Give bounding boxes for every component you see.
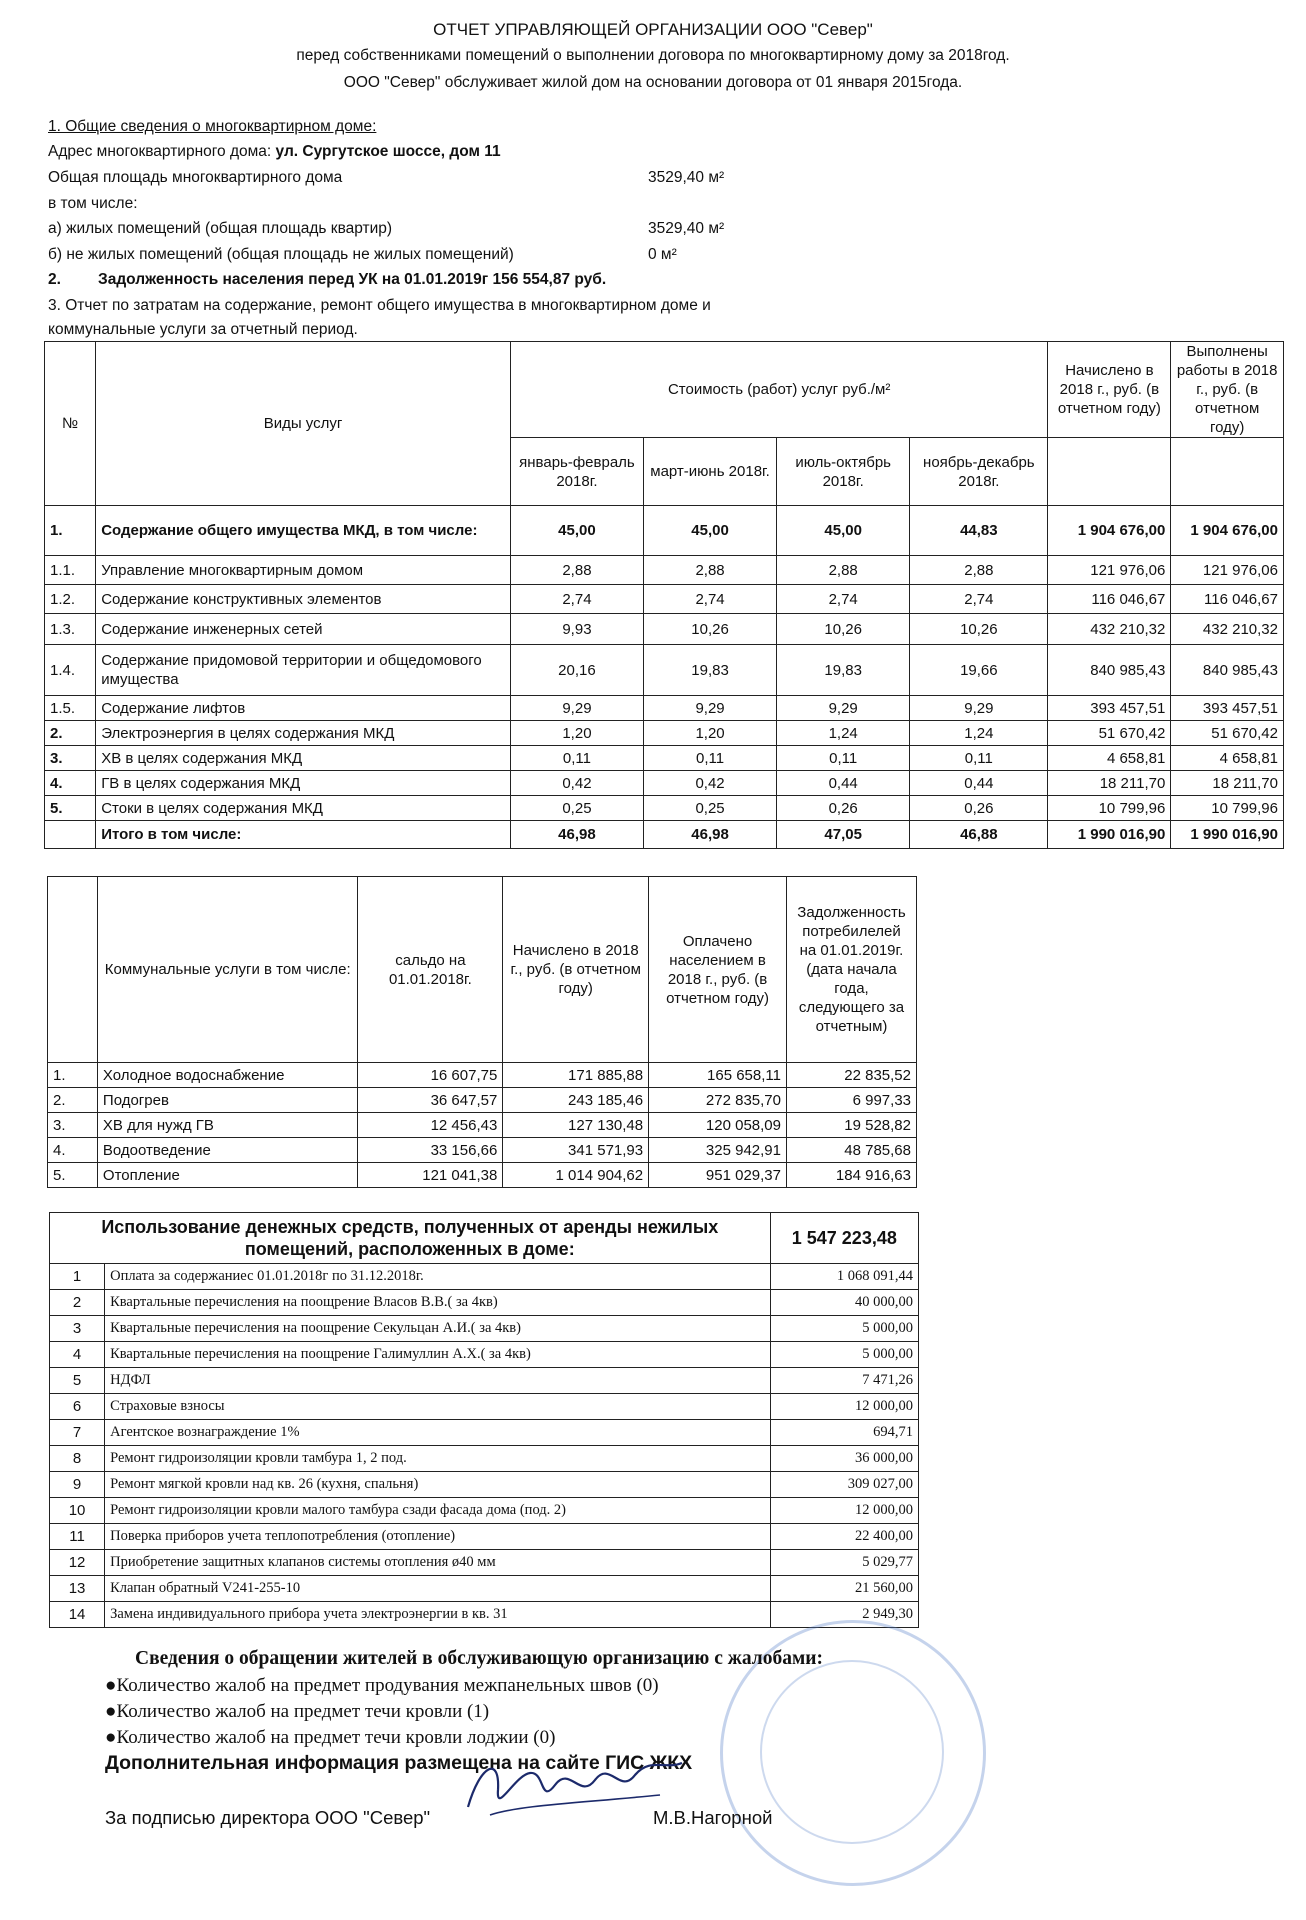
header-service: Виды услуг [96,342,511,506]
header-cost: Стоимость (работ) услуг руб./м² [510,342,1048,438]
header-paid: Оплачено населением в 2018 г., руб. (в отчетном году) [649,877,787,1063]
table-row: 9 Ремонт мягкой кровли над кв. 26 (кухня, спальня) 309 027,00 [50,1472,919,1498]
table-row: 4 Квартальные перечисления на поощрение Галимуллин А.Х.( за 4кв) 5 000,00 [50,1342,919,1368]
table-row: 2. Электроэнергия в целях содержания МКД 1,20 1,20 1,24 1,24 51 670,42 51 670,42 [45,721,1284,746]
header-saldo: сальдо на 01.01.2018г. [358,877,503,1063]
table-row: 2. Подогрев 36 647,57 243 185,46 272 835,70 6 997,33 [48,1088,917,1113]
rent-usage-title: Использование денежных средств, полученных от аренды нежилых помещений, расположенных в доме: [50,1213,771,1264]
table-row: 4. Водоотведение 33 156,66 341 571,93 325 942,91 48 785,68 [48,1138,917,1163]
section-3-title: 3. Отчет по затратам на содержание, ремонт общего имущества в многоквартирном доме и [48,297,711,314]
section-3-title-cont: коммунальные услуги за отчетный период. [48,321,358,338]
table-row: 1. Содержание общего имущества МКД, в том числе: 45,00 45,00 45,00 44,83 1 904 676,00 1 904 676,00 [45,506,1284,556]
complaint-item: ●Количество жалоб на предмет течи кровли лоджии (0) [105,1727,556,1748]
complaint-item: ●Количество жалоб на предмет течи кровли (1) [105,1701,490,1722]
header-charged: Начислено в 2018 г., руб. (в отчетном году) [1048,342,1171,438]
signature-label: За подписью директора ООО "Север" [105,1807,431,1828]
header-utility-charged: Начислено в 2018 г., руб. (в отчетном году) [503,877,649,1063]
rent-usage-table [49,1212,919,1628]
table-row: 11 Поверка приборов учета теплопотребления (отопление) 22 400,00 [50,1524,919,1550]
header-period-1: январь-февраль 2018г. [510,438,643,506]
table-row: 1.4. Содержание придомовой территории и общедомового имущества 20,16 19,83 19,83 19,66 840 985,43 840 985,43 [45,645,1284,696]
total-row: Итого в том числе: 46,98 46,98 47,05 46,88 1 990 016,90 1 990 016,90 [45,821,1284,849]
including-label: в том числе: [48,195,138,212]
table-row: 3. ХВ для нужд ГВ 12 456,43 127 130,48 120 058,09 19 528,82 [48,1113,917,1138]
complaint-item: ●Количество жалоб на предмет продувания межпанельных швов (0) [105,1675,659,1696]
header-debt: Задолженность потребилелей на 01.01.2019г. (дата начала года, следующего за отчетным) [786,877,916,1063]
nonliving-area-label: б) не жилых помещений (общая площадь не жилых помещений) [48,246,514,263]
additional-info: Дополнительная информация размещена на сайте ГИС ЖКХ [105,1752,693,1774]
header-period-2: март-июнь 2018г. [644,438,777,506]
table-row: 8 Ремонт гидроизоляции кровли тамбура 1, 2 под. 36 000,00 [50,1446,919,1472]
table-row: 3 Квартальные перечисления на поощрение Секульцан А.И.( за 4кв) 5 000,00 [50,1316,919,1342]
debt-line: Задолженность населения перед УК на 01.01.2019г 156 554,87 руб. [98,271,607,288]
debt-number: 2. [48,271,61,288]
rent-usage-total: 1 547 223,48 [770,1213,918,1264]
table-row: 1.3. Содержание инженерных сетей 9,93 10,26 10,26 10,26 432 210,32 432 210,32 [45,614,1284,645]
table-row: 5. Стоки в целях содержания МКД 0,25 0,25 0,26 0,26 10 799,96 10 799,96 [45,796,1284,821]
header-done: Выполнены работы в 2018 г., руб. (в отчетном году) [1171,342,1284,438]
section-1-title: 1. Общие сведения о многоквартирном доме: [48,118,377,135]
table-row: 4. ГВ в целях содержания МКД 0,42 0,42 0,44 0,44 18 211,70 18 211,70 [45,771,1284,796]
table-row: 1.2. Содержание конструктивных элементов 2,74 2,74 2,74 2,74 116 046,67 116 046,67 [45,585,1284,614]
director-name: М.В.Нагорной [653,1807,773,1828]
report-title: ОТЧЕТ УПРАВЛЯЮЩЕЙ ОРГАНИЗАЦИИ ООО "Север" [433,20,873,39]
table-row: 5 НДФЛ 7 471,26 [50,1368,919,1394]
utilities-table [47,876,917,1188]
table-row: 10 Ремонт гидроизоляции кровли малого тамбура сзади фасада дома (под. 2) 12 000,00 [50,1498,919,1524]
total-area-label: Общая площадь многоквартирного дома [48,169,343,186]
living-area-value: 3529,40 м² [648,220,725,237]
header-period-4: ноябрь-декабрь 2018г. [910,438,1048,506]
header-period-3: июль-октябрь 2018г. [777,438,910,506]
address-line: Адрес многоквартирного дома: ул. Сургутское шоссе, дом 11 [48,143,501,160]
living-area-label: а) жилых помещений (общая площадь квартир) [48,220,393,237]
header-number: № [45,342,96,506]
report-contract: ООО "Север" обслуживает жилой дом на основании договора от 01 января 2015года. [343,74,963,91]
table-row: 14 Замена индивидуального прибора учета электроэнергии в кв. 31 2 949,30 [50,1602,919,1628]
table-row: 1 Оплата за содержаниес 01.01.2018г по 31.12.2018г. 1 068 091,44 [50,1264,919,1290]
table-row: 1.1. Управление многоквартирным домом 2,88 2,88 2,88 2,88 121 976,06 121 976,06 [45,556,1284,585]
header-utility-service: Коммунальные услуги в том числе: [97,877,358,1063]
table-row: 5. Отопление 121 041,38 1 014 904,62 951 029,37 184 916,63 [48,1163,917,1188]
total-area-value: 3529,40 м² [648,169,725,186]
table-row: 1. Холодное водоснабжение 16 607,75 171 885,88 165 658,11 22 835,52 [48,1063,917,1088]
report-subtitle: перед собственниками помещений о выполнении договора по многоквартирному дому за 2018год. [296,47,1010,64]
table-row: 3. ХВ в целях содержания МКД 0,11 0,11 0,11 0,11 4 658,81 4 658,81 [45,746,1284,771]
table-row: 7 Агентское вознаграждение 1% 694,71 [50,1420,919,1446]
nonliving-area-value: 0 м² [648,246,677,263]
organization-stamp-inner [760,1660,944,1844]
table-row: 2 Квартальные перечисления на поощрение Власов В.В.( за 4кв) 40 000,00 [50,1290,919,1316]
complaints-title: Сведения о обращении жителей в обслуживающую организацию с жалобами: [135,1648,823,1669]
table-row: 12 Приобретение защитных клапанов системы отопления ø40 мм 5 029,77 [50,1550,919,1576]
table-row: 13 Клапан обратный V241-255-10 21 560,00 [50,1576,919,1602]
table-row: 1.5. Содержание лифтов 9,29 9,29 9,29 9,29 393 457,51 393 457,51 [45,696,1284,721]
maintenance-cost-table [44,341,1284,849]
table-row: 6 Страховые взносы 12 000,00 [50,1394,919,1420]
